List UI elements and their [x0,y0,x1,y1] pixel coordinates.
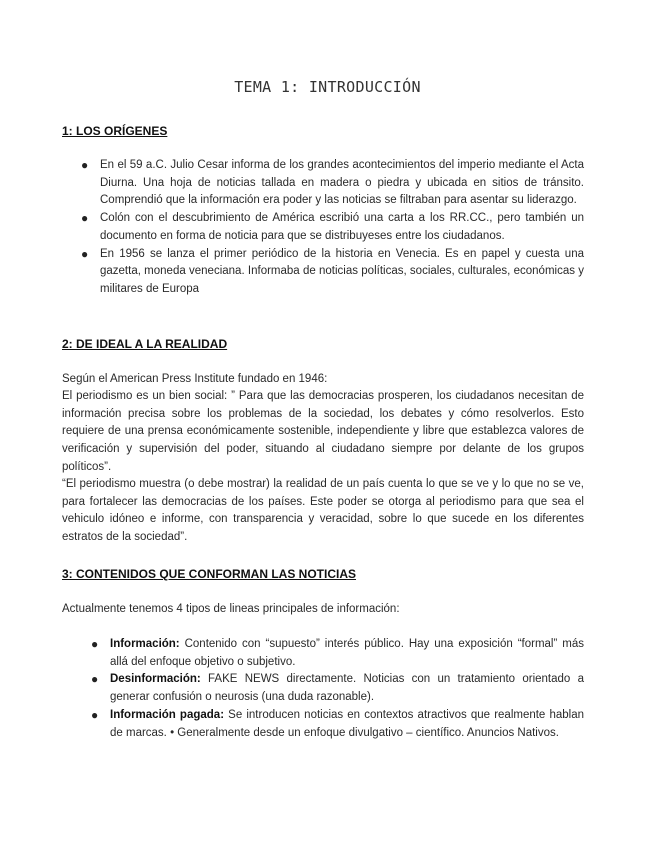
list-item [81,246,584,299]
section-3-bullet-list [91,636,584,742]
list-item [91,671,584,706]
list-item-text: En el 59 a.C. Julio Cesar informa de los grandes acontecimientos del imperio mediante el Acta Diurna. Una hoja de noticias tallada en madera o piedra y ubicada en sitios de tránsito. Comprendió que la información era poder y las noticias se filtraban para asentar su liderazgo. [100,159,584,207]
list-item-term: Información: [110,638,180,650]
section-2-heading: 2: DE IDEAL A LA REALIDAD [62,337,228,351]
list-item-text: En 1956 se lanza el primer periódico de la historia en Venecia. Es en papel y cuesta una gazetta, moneda veneciana. Informaba de noticias políticas, sociales, culturales, económicas y militares de Europa [100,247,584,295]
bullet-icon: ● [81,246,89,261]
section-3-heading: 3: CONTENIDOS QUE CONFORMAN LAS NOTICIAS [62,567,357,581]
section-2-intro: Según el American Press Institute fundado en 1946: [62,373,328,385]
list-item [91,636,584,671]
section-3-intro: Actualmente tenemos 4 tipos de lineas principales de información: [62,603,400,615]
list-item [81,210,584,245]
bullet-icon: ● [91,672,99,687]
list-item-term: Información pagada: [110,708,225,721]
list-item [81,157,584,210]
section-2-quote-1: El periodismo es un bien social: ” Para que las democracias prosperen, los ciudadanos necesitan de información precisa sobre los problemas de la sociedad, los debates y cómo resolverlos. Esto requiere de una prensa económicamente sostenible, independiente y libre que establezca valores de verificación y supervisión del poder, situando al ciudadano siempre por delante de los grupos políticos”. [62,390,584,473]
section-2-quote-2: “El periodismo muestra (o debe mostrar) la realidad de un país cuenta lo que se ve y lo que no se ve, para fortalecer las democracias de los países. Este poder se otorga al periodismo para que sea el vehiculo idóneo e informe, con transparencia y veracidad, sobre lo que sucede en los diferentes estratos de la sociedad”. [62,478,584,544]
bullet-icon: ● [91,707,99,722]
section-1-heading: 1: LOS ORÍGENES [62,124,168,138]
list-item-text: FAKE NEWS directamente. Noticias con un tratamiento orientado a generar confusión o neurosis (una duda razonable). [110,673,584,704]
list-item-text: Contenido con “supuesto” interés público. Hay una exposición “formal” más allá del enfoque objetivo o subjetivo. [110,638,584,668]
list-item-term: Desinformación: [110,673,201,686]
list-item-text: Se introducen noticias en contextos atractivos que realmente hablan de marcas. • Generalmente desde un enfoque divulgativo – científico. Anuncios Nativos. [110,708,584,739]
list-item [91,707,584,742]
document-title: TEMA 1: INTRODUCCIÓN [234,78,421,96]
list-item-text: Colón con el descubrimiento de América escribió una carta a los RR.CC., pero también un documento en forma de noticia para que se distribuyeses entre los ciudadanos. [100,212,584,242]
bullet-icon: ● [81,211,89,226]
bullet-icon: ● [91,637,99,651]
bullet-icon: ● [81,158,89,172]
section-1-bullet-list [81,157,584,299]
